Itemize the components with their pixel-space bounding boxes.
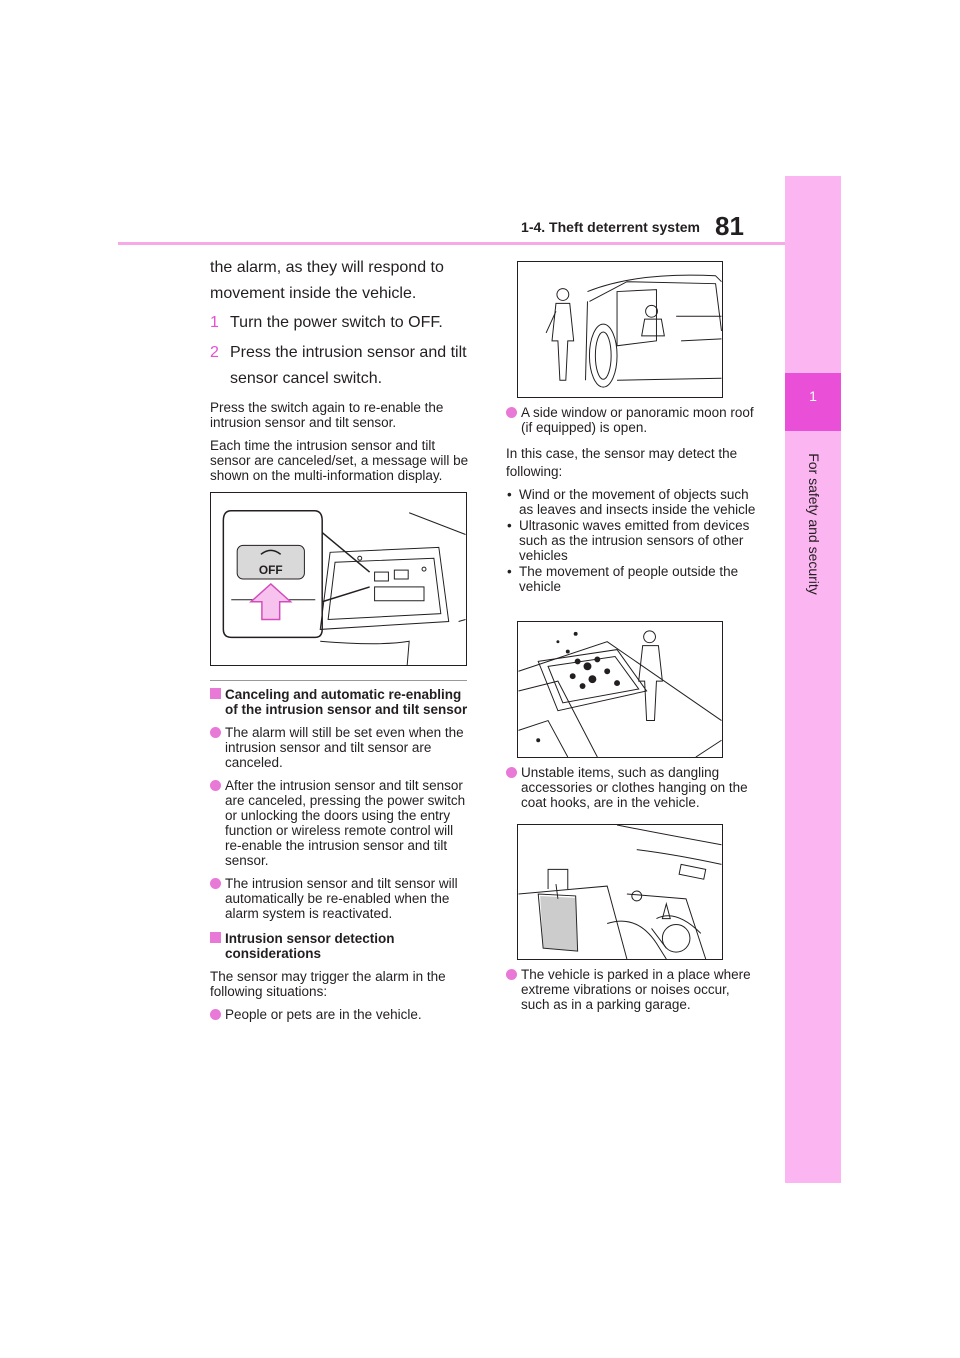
paragraph: Press the switch again to re-enable the intrusion sensor and tilt sensor.	[210, 400, 444, 430]
step-text: Press the intrusion sensor and tilt sensor cancel switch.	[230, 344, 467, 387]
right-column-middle	[506, 765, 756, 810]
intro-text: the alarm, as they will respond to movement inside the vehicle.	[210, 259, 444, 302]
chapter-side-tab	[785, 176, 841, 1183]
left-column-top	[210, 255, 470, 483]
paragraph: In this case, the sensor may detect the following:	[506, 446, 738, 479]
section-heading: Intrusion sensor detection considerations	[210, 931, 468, 961]
section-title: 1-4. Theft deterrent system	[521, 219, 700, 235]
dangling-items-figure	[517, 824, 723, 960]
sub-list-item: • The movement of people outside the vehicle	[506, 564, 756, 594]
car-interior-illustration	[518, 825, 722, 959]
header-rule	[118, 242, 785, 245]
list-item: Unstable items, such as dangling accessories or clothes hanging on the coat hooks, are in the vehicle.	[506, 765, 756, 810]
paragraph: The sensor may trigger the alarm in the following situations:	[210, 969, 446, 999]
step-text: Turn the power switch to OFF.	[230, 314, 443, 331]
section-divider	[210, 680, 467, 681]
step-2	[210, 340, 470, 392]
list-item: People or pets are in the vehicle.	[210, 1007, 468, 1022]
person-near-car-illustration	[518, 262, 722, 397]
list-item: A side window or panoramic moon roof (if equipped) is open.	[506, 405, 756, 435]
section-heading: Canceling and automatic re-enabling of the intrusion sensor and tilt sensor	[210, 687, 468, 717]
overhead-console-illustration	[211, 493, 466, 665]
list-item: The alarm will still be set even when the intrusion sensor and tilt sensor are canceled.	[210, 725, 468, 770]
person-near-car-figure	[517, 261, 723, 398]
moon-roof-illustration	[518, 622, 722, 757]
cancel-switch-figure	[210, 492, 467, 666]
press-arrow-icon	[251, 584, 291, 620]
left-column-bottom	[210, 687, 468, 1022]
paragraph: Each time the intrusion sensor and tilt sensor are canceled/set, a message will be shown on the multi-information display.	[210, 438, 469, 483]
off-label: OFF	[258, 563, 283, 578]
sub-list-item: • Wind or the movement of objects such as leaves and insects inside the vehicle	[506, 487, 756, 517]
step-number: 2	[210, 344, 219, 361]
sub-list-item: • Ultrasonic waves emitted from devices such as the intrusion sensors of other vehicles	[506, 518, 756, 563]
page-number: 81	[715, 211, 744, 241]
list-item: The vehicle is parked in a place where extreme vibrations or noises occur, such as in a parking garage.	[506, 967, 756, 1012]
list-item: After the intrusion sensor and tilt sensor are canceled, pressing the power switch or unlocking the doors using the entry function or wireless remote control will re-enable the intrusion sensor and tilt sensor.	[210, 778, 468, 868]
step-number: 1	[210, 314, 219, 331]
right-column-top	[506, 405, 756, 594]
step-1	[210, 310, 470, 336]
chapter-title: For safety and security	[806, 453, 822, 595]
list-item: The intrusion sensor and tilt sensor will automatically be re-enabled when the alarm system is reactivated.	[210, 876, 468, 921]
right-column-bottom	[506, 967, 756, 1012]
chapter-number: 1	[809, 388, 817, 404]
moon-roof-figure	[517, 621, 723, 758]
